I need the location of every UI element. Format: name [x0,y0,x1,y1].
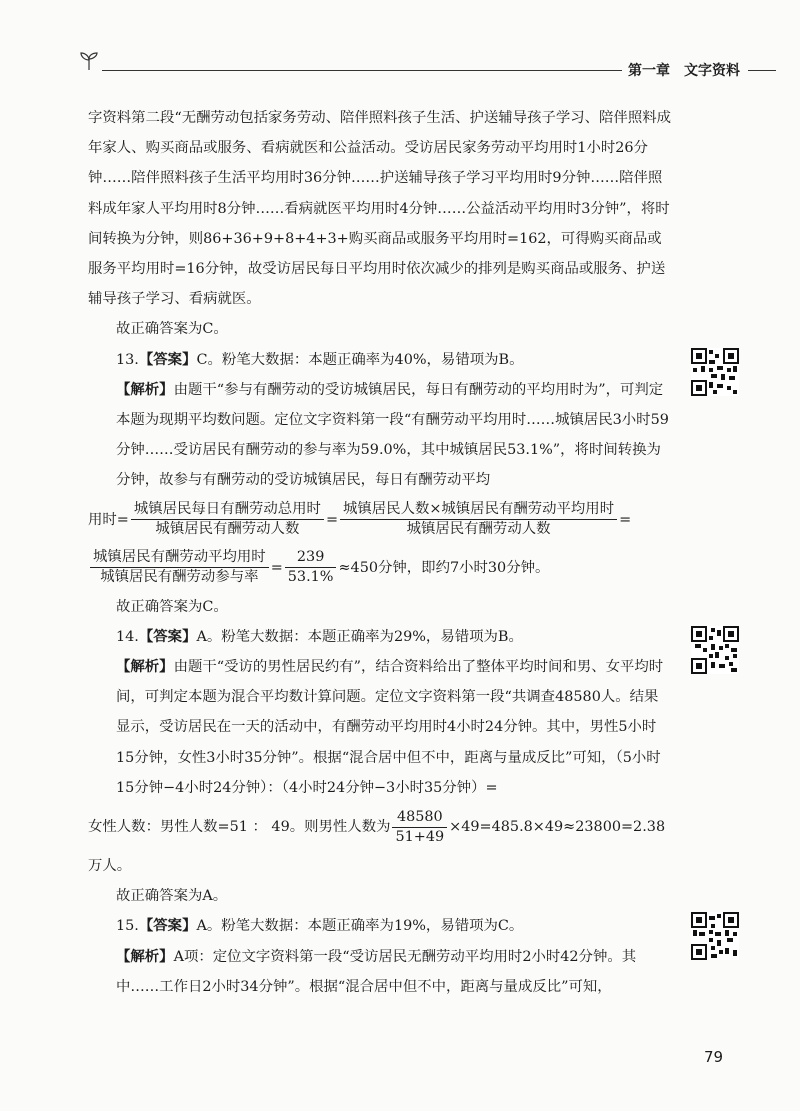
q14-answer-tag: 【答案】 [138,627,197,645]
fraction-numerator: 城镇居民人数×城镇居民有酬劳动平均用时 [340,500,617,520]
q15-number: 15. [116,918,139,935]
fraction-denominator: 城镇居民有酬劳动人数 [155,521,300,538]
fraction-denominator: 城镇居民有酬劳动参与率 [100,569,259,586]
q14-answer-line [88,622,672,652]
q14-formula-tail: ×49=485.8×49≈23800=2.38 [449,819,666,836]
fraction-numerator: 48580 [392,808,447,828]
q13-answer-line [88,345,672,375]
qr-code-icon[interactable] [691,348,739,396]
q13-fraction-4 [285,548,337,587]
q15-analysis [88,942,672,1002]
q14-fraction [392,808,447,847]
q13-conclusion: 故正确答案为C。 [116,598,228,615]
q13-formula-line2 [88,544,672,592]
q14-conclusion: 故正确答案为A。 [116,888,228,905]
q13-fraction-3 [90,548,269,587]
equals-sign: = [619,511,632,528]
q14-analysis-tag: 【解析】 [116,658,174,676]
q13-answer-text: C。粉笔大数据：本题正确率为40%，易错项为B。 [196,351,524,368]
q15-answer-tag: 【答案】 [138,917,197,935]
q13-formula-tail: ≈450分钟，即约7小时30分钟。 [338,559,550,576]
q13-formula-lead: 用时= [88,511,129,528]
qr-code-icon[interactable] [691,912,739,960]
q14-analysis-text: 由题干“受访的男性居民约有”，结合资料给出了整体平均时间和男、女平均时间，可判定本题为混合平均数计算问题。定位文字资料第一段“共调查48580人。结果显示，受访居民在一天的活动中，有酬劳动平均用时4小时24分钟。其中，男性5小时15分钟，女性3小时35分钟”。根据“混合居中但不中，距离与量成反比”可知，（5小时15分钟−4小时24分钟）：（4小时24分钟−3小时35分钟）= [116,659,664,796]
q13-answer-tag: 【答案】 [138,350,197,368]
chapter-title: 第一章 文字资料 [628,63,740,79]
qr-code-icon[interactable] [691,626,739,674]
paragraph-q12-continuation: 字资料第二段“无酬劳动包括家务劳动、陪伴照料孩子生活、护送辅导孩子学习、陪伴照料成年家人、购买商品或服务、看病就医和公益活动。受访居民家务劳动平均用时1小时26分钟……陪伴照料孩子生活平均用时36分钟……护送辅导孩子学习平均用时9分钟……陪伴照料成年家人平均用时8分钟……看病就医平均用时4分钟……公益活动平均用时3分钟”，将时间转换为分钟，则86+36+9+8+4+3+购买商品或服务平均用时=162，可得购买商品或服务平均用时=16分钟，故受访居民每日平均用时依次减少的排列是购买商品或服务、护送辅导孩子学习、看病就医。 [88,110,671,308]
fraction-numerator: 城镇居民有酬劳动平均用时 [90,548,269,568]
q13-fraction-1 [131,500,324,539]
q13-fraction-2 [340,500,617,539]
fraction-denominator: 城镇居民有酬劳动人数 [406,521,551,538]
q13-number: 13. [116,351,139,368]
q14-analysis [88,652,672,803]
q15-answer-line [88,911,672,941]
q14-number: 14. [116,628,139,645]
fraction-numerator: 239 [285,548,337,568]
q14-formula-lead: 女性人数：男性人数=51 ： 49。则男性人数为 [88,819,391,836]
q15-answer-text: A。粉笔大数据：本题正确率为19%，易错项为C。 [196,918,524,935]
page-body [88,103,672,1002]
q15-analysis-tag: 【解析】 [116,947,174,965]
fraction-denominator: 51+49 [395,828,445,845]
q14-answer-text: A。粉笔大数据：本题正确率为29%，易错项为B。 [196,628,523,645]
q12-answer-line: 故正确答案为C。 [116,321,228,338]
page-number: 79 [704,1048,724,1066]
page-header [78,48,778,88]
q13-analysis-tag: 【解析】 [116,380,174,398]
q15-analysis-text: A项：定位文字资料第一段“受访居民无酬劳动平均用时2小时42分钟。其中……工作日2小时34分钟”。根据“混合居中但不中，距离与量成反比”可知， [116,948,637,995]
fraction-numerator: 城镇居民每日有酬劳动总用时 [131,500,324,520]
fraction-denominator: 53.1% [287,569,334,586]
leaf-icon [78,50,100,72]
header-rule-left [102,70,622,71]
header-rule-right [748,70,776,71]
q13-formula-line1 [88,496,672,544]
equals-sign: = [270,559,283,576]
equals-sign: = [325,511,338,528]
q14-formula-line [88,803,672,851]
q13-analysis-text: 由题干“参与有酬劳动的受访城镇居民，每日有酬劳动的平均用时为”，可判定本题为现期平均数问题。定位文字资料第一段“有酬劳动平均用时……城镇居民3小时59分钟……受访居民有酬劳动的参与率为59.0%，其中城镇居民53.1%”，将时间转换为分钟，故参与有酬劳动的受访城镇居民，每日有酬劳动平均 [116,381,669,489]
q14-continuation: 万人。 [88,858,132,875]
q13-analysis [88,375,672,496]
